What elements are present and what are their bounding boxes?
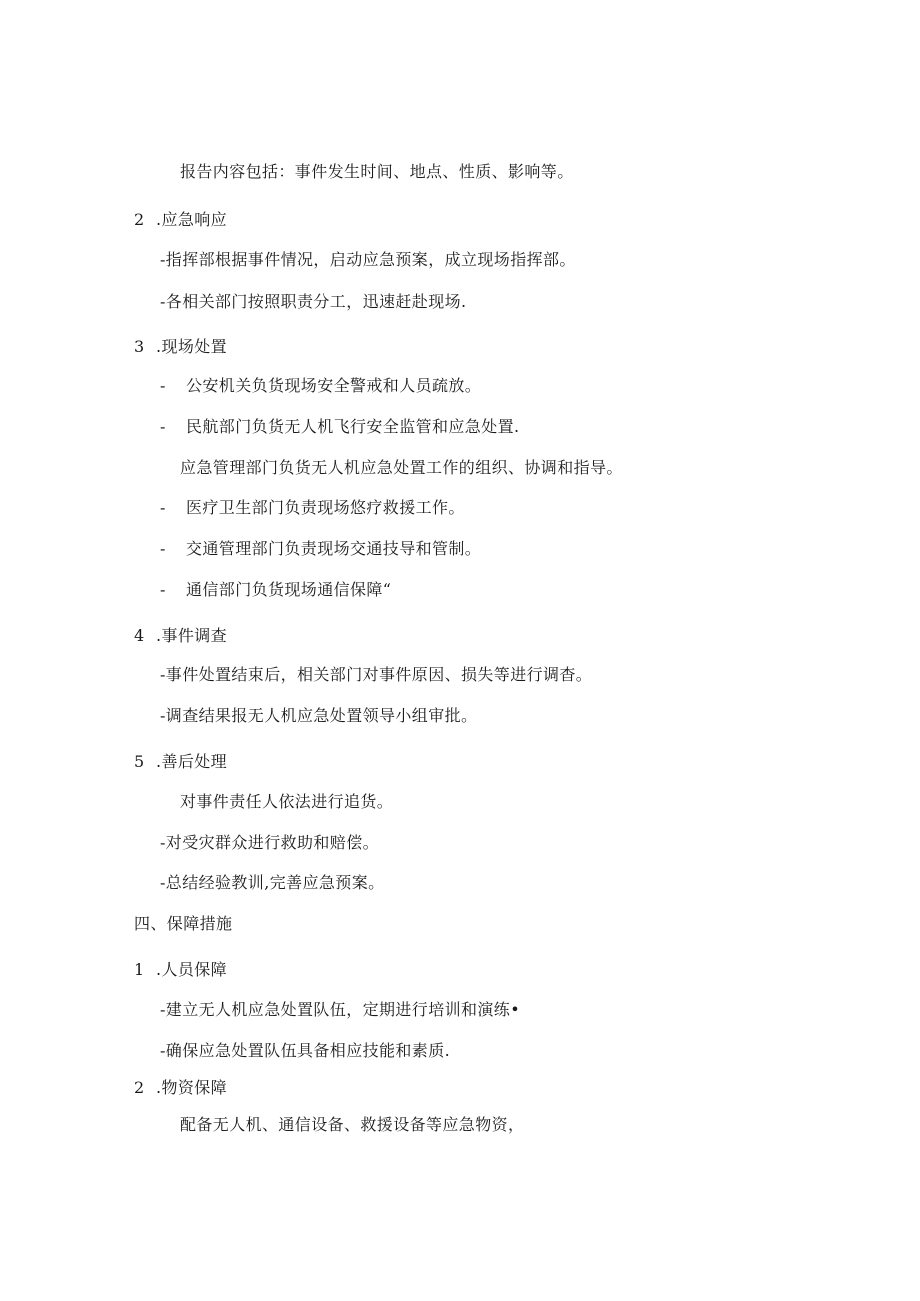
list-item-text: 民航部门负货无人机飞行安全监管和应急处置. <box>186 417 520 436</box>
list-dash: - <box>160 498 166 517</box>
list-item-text: -确保应急处置队伍具备相应技能和素质. <box>160 1041 451 1060</box>
list-item <box>180 458 623 478</box>
section-number: 2 <box>134 210 145 229</box>
list-item-text: 通信部门负货现场通信保障“ <box>186 580 392 599</box>
list-dash: - <box>160 417 166 436</box>
section-title: .事件调查 <box>156 626 228 645</box>
section-heading <box>134 626 227 646</box>
section-number: 5 <box>134 752 145 771</box>
list-item <box>160 250 576 270</box>
list-dash: - <box>160 539 166 558</box>
section-number: 3 <box>134 337 145 356</box>
section-heading <box>134 210 227 230</box>
list-item <box>180 792 393 812</box>
list-dash: - <box>160 580 166 599</box>
section-title: .现场处置 <box>156 337 228 356</box>
section-title: .善后处理 <box>156 752 228 771</box>
body-paragraph <box>180 1115 524 1135</box>
list-item <box>160 873 385 893</box>
body-paragraph <box>180 162 574 182</box>
section-title: .应急响应 <box>156 210 228 229</box>
list-item-text: -各相关部门按照职责分工，迅速赶赴现场. <box>160 292 467 311</box>
list-item <box>160 376 481 396</box>
list-item-text: -对受灾群众进行救助和赔偿。 <box>160 833 380 852</box>
section-title: .人员保障 <box>156 960 228 979</box>
list-item <box>160 665 592 685</box>
section-number: 1 <box>134 960 145 979</box>
section-heading <box>134 960 227 980</box>
list-item-text: 应急管理部门负货无人机应急处置工作的组织、协调和指导。 <box>180 458 623 477</box>
list-item <box>160 1041 450 1061</box>
list-item <box>160 498 465 518</box>
chapter-title: 四、保障措施 <box>134 914 233 933</box>
list-item-text: 公安机关负货现场安全警戒和人员疏放。 <box>186 376 482 395</box>
section-heading <box>134 752 227 772</box>
list-item-text: -调查结果报无人机应急处置领导小组审批。 <box>160 706 478 725</box>
list-item <box>160 417 520 437</box>
paragraph-text: 配备无人机、通信设备、救援设备等应急物资， <box>180 1115 525 1134</box>
section-number: 4 <box>134 626 145 645</box>
list-item-text: 交通管理部门负责现场交通技导和管制。 <box>186 539 482 558</box>
list-item-text: -总结经验教训,完善应急预案。 <box>160 873 385 892</box>
list-item-text: -事件处置结束后，相关部门对事件原因、损失等进行调杳。 <box>160 665 593 684</box>
list-dash: - <box>160 376 166 395</box>
list-item <box>160 292 467 312</box>
list-item-text: 对事件责任人依法进行追货。 <box>180 792 394 811</box>
list-item <box>160 580 391 600</box>
paragraph-text: 报告内容包括：事件发生时间、地点、性质、影响等。 <box>180 162 574 181</box>
list-item <box>160 1000 520 1020</box>
section-number: 2 <box>134 1078 145 1097</box>
section-title: .物资保障 <box>156 1078 228 1097</box>
list-item <box>160 833 379 853</box>
list-item-text: -建立无人机应急处置队伍，定期进行培训和演练• <box>160 1000 521 1019</box>
list-item <box>160 539 481 559</box>
chapter-heading <box>134 914 232 934</box>
section-heading <box>134 337 227 357</box>
list-item-text: 医疗卫生部门负责现场悠疗救援工作。 <box>186 498 465 517</box>
list-item <box>160 706 477 726</box>
list-item-text: -指挥部根据事件情况，启动应急预案，成立现场指挥部。 <box>160 250 576 269</box>
section-heading <box>134 1078 227 1098</box>
